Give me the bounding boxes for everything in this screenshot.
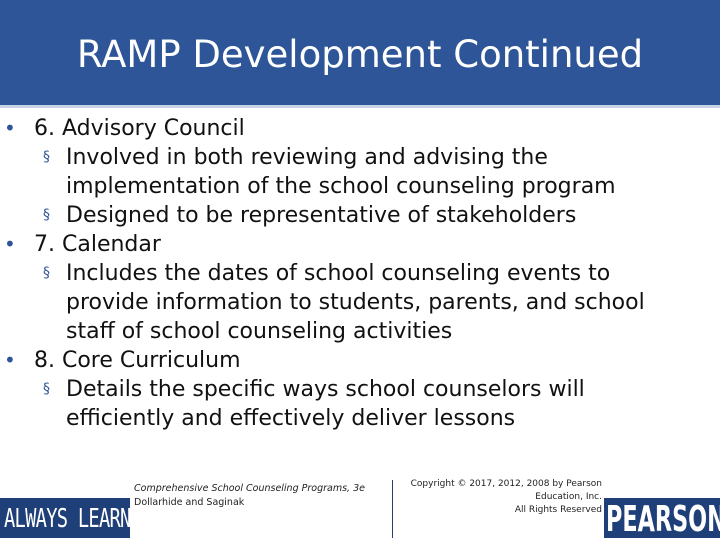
pearson-logo	[604, 498, 726, 540]
section-sign-icon: §	[43, 381, 50, 397]
title-bar	[0, 0, 720, 108]
bullet-text: 6. Advisory Council	[34, 116, 245, 141]
book-citation	[134, 482, 384, 510]
bullet-item	[0, 114, 720, 143]
sub-bullet-item	[0, 259, 720, 346]
section-sign-icon: §	[43, 149, 50, 165]
sub-bullet-line: Involved in both reviewing and advising the	[66, 145, 548, 170]
sub-bullet-line: staff of school counseling activities	[66, 319, 453, 344]
copyright-line: Education, Inc.	[535, 492, 602, 502]
sub-bullet-item	[0, 201, 720, 230]
bullet-item	[0, 346, 720, 375]
pearson-text: PEARSON	[606, 499, 726, 540]
slide-body	[0, 114, 720, 433]
book-authors: Dollarhide and Saginak	[134, 497, 245, 508]
footer-divider	[392, 480, 393, 538]
bullet-item	[0, 230, 720, 259]
copyright-line: All Rights Reserved	[514, 505, 602, 515]
bullet-dot-icon: •	[4, 232, 16, 256]
bullet-dot-icon: •	[4, 348, 16, 372]
sub-bullet-item	[0, 143, 720, 201]
bullet-text: 7. Calendar	[34, 232, 161, 257]
book-title: Comprehensive School Counseling Programs, 3e	[134, 483, 365, 494]
always-learning-text: ALWAYS LEARNING	[4, 504, 163, 534]
slide-footer	[0, 478, 726, 540]
bullet-dot-icon: •	[4, 116, 16, 140]
sub-bullet-line: efficiently and effectively deliver lessons	[66, 406, 516, 431]
slide-title: RAMP Development Continued	[76, 33, 644, 76]
sub-bullet-item	[0, 375, 720, 433]
sub-bullet-line: Designed to be representative of stakeholders	[66, 203, 577, 228]
sub-bullet-line: Includes the dates of school counseling events to	[66, 261, 611, 286]
copyright-line: Copyright © 2017, 2012, 2008 by Pearson	[410, 479, 602, 489]
section-sign-icon: §	[43, 207, 50, 223]
sub-bullet-line: Details the specific ways school counselors will	[66, 377, 585, 402]
section-sign-icon: §	[43, 265, 50, 281]
always-learning-logo	[0, 498, 163, 538]
copyright-notice	[398, 478, 602, 517]
bullet-text: 8. Core Curriculum	[34, 348, 241, 373]
sub-bullet-line: implementation of the school counseling program	[66, 174, 616, 199]
sub-bullet-line: provide information to students, parents, and school	[66, 290, 645, 315]
